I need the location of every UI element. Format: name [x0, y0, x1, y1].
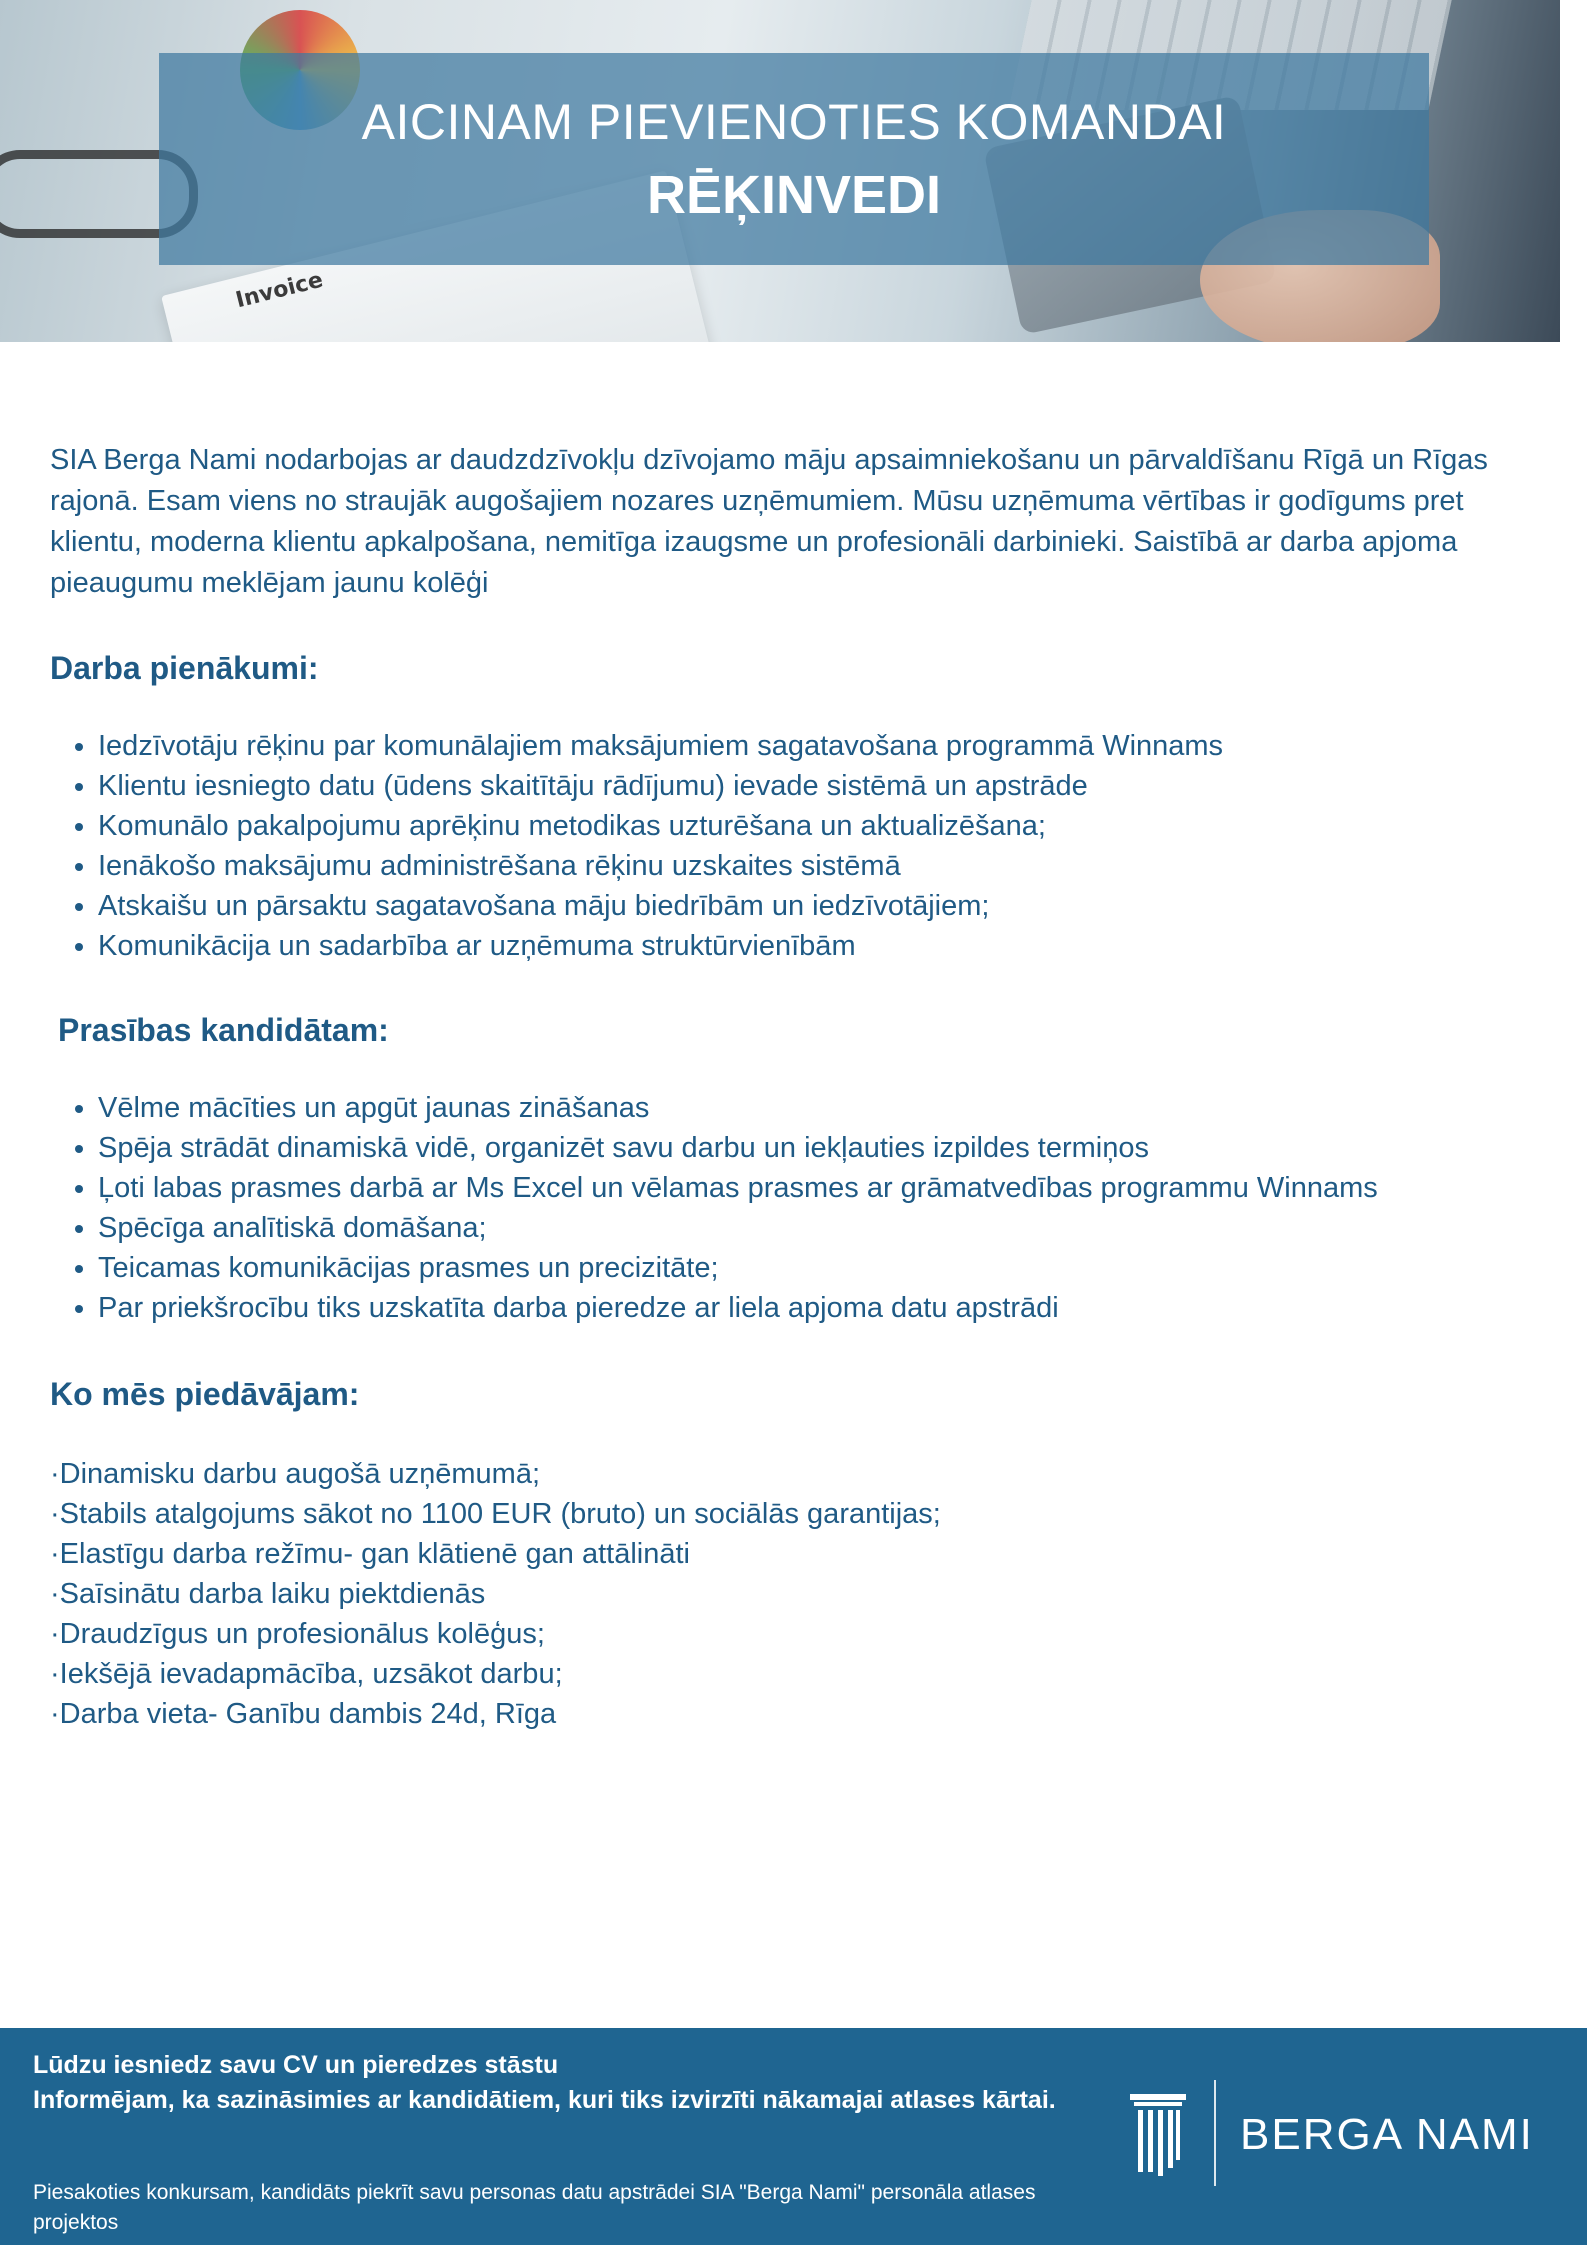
list-item: • Spēcīga analītiskā domāšana; [98, 1208, 1530, 1248]
list-item: ·Saīsinātu darba laiku piektdienās [50, 1578, 486, 1610]
title-overlay [159, 53, 1429, 265]
column-logo-icon [1128, 2090, 1188, 2180]
list-item: • Teicamas komunikācijas prasmes un precizitāte; [98, 1248, 1530, 1288]
list-item: ·Stabils atalgojums sākot no 1100 EUR (bruto) un sociālās garantijas; [50, 1498, 941, 1530]
list-item: • Komunikācija un sadarbība ar uzņēmuma struktūrvienībām [98, 926, 1530, 966]
list-item: • Par priekšrocību tiks uzskatīta darba pieredze ar liela apjoma datu apstrādi [98, 1288, 1530, 1328]
company-intro: SIA Berga Nami nodarbojas ar daudzdzīvokļu dzīvojamo māju apsaimniekošanu un pārvaldīšanu Rīgā un Rīgas rajonā. Esam viens no straujāk augošajiem nozares uzņēmumiem. Mūsu uzņēmuma vērtības ir godīgums pret klientu, moderna klientu apkalpošana, nemitīga izaugsme un profesionāli darbinieki. Saistībā ar darba apjoma pieaugumu meklējam jaunu kolēģi [50, 444, 1488, 599]
list-item: ·Dinamisku darbu augošā uzņēmumā; [50, 1458, 541, 1490]
duties-list [50, 726, 1530, 966]
duties-section [50, 648, 1530, 966]
title-line-1: AICINAM PIEVIENOTIES KOMANDAI [361, 94, 1227, 150]
offer-heading: Ko mēs piedāvājam: [50, 1376, 360, 1412]
application-call-to-action [33, 2048, 1073, 2118]
list-item: • Komunālo pakalpojumu aprēķinu metodikas uzturēšana un aktualizēšana; [98, 806, 1530, 846]
logo-wordmark: BERGA NAMI [1240, 2110, 1534, 2159]
list-item: • Spēja strādāt dinamiskā vidē, organizēt savu darbu un iekļauties izpildes termiņos [98, 1128, 1530, 1168]
offer-section [50, 1374, 1530, 1734]
privacy-note: Piesakoties konkursam, kandidāts piekrīt savu personas datu apstrādei SIA "Berga Nami" personāla atlases projektos [33, 2181, 1036, 2234]
logo-divider [1214, 2080, 1216, 2186]
list-item: • Ļoti labas prasmes darbā ar Ms Excel un vēlamas prasmes ar grāmatvedības programmu Winnams [98, 1168, 1530, 1208]
list-item: • Atskaišu un pārsaktu sagatavošana māju biedrībām un iedzīvotājiem; [98, 886, 1530, 926]
list-item: ·Darba vieta- Ganību dambis 24d, Rīga [50, 1698, 557, 1730]
list-item: ·Elastīgu darba režīmu- gan klātienē gan attālināti [50, 1538, 690, 1570]
title-line-2: RĒĶINVEDI [646, 165, 942, 225]
job-posting-body [50, 440, 1530, 1734]
berga-nami-logo [1128, 2080, 1558, 2190]
invoice-label: Invoice [233, 267, 326, 314]
list-item: • Vēlme mācīties un apgūt jaunas zināšanas [98, 1088, 1530, 1128]
requirements-list [50, 1088, 1530, 1328]
duties-heading: Darba pienākumi: [50, 650, 319, 686]
requirements-heading: Prasības kandidātam: [58, 1012, 389, 1048]
list-item: ·Iekšējā ievadapmācība, uzsākot darbu; [50, 1658, 563, 1690]
list-item: • Ienākošo maksājumu administrēšana rēķinu uzskaites sistēmā [98, 846, 1530, 886]
offer-list [50, 1454, 1530, 1734]
list-item: • Klientu iesniegto datu (ūdens skaitītāju rādījumu) ievade sistēmā un apstrāde [98, 766, 1530, 806]
list-item: ·Draudzīgus un profesionālus kolēģus; [50, 1618, 545, 1650]
cta-line-2: Informējam, ka sazināsimies ar kandidātiem, kuri tiks izvirzīti nākamajai atlases kārtai. [33, 2086, 1056, 2114]
list-item: • Iedzīvotāju rēķinu par komunālajiem maksājumiem sagatavošana programmā Winnams [98, 726, 1530, 766]
requirements-section [50, 1010, 1530, 1328]
cta-line-1: Lūdzu iesniedz savu CV un pieredzes stāstu [33, 2051, 559, 2079]
hero-banner-image [0, 0, 1560, 342]
footer-bar [0, 2028, 1587, 2245]
